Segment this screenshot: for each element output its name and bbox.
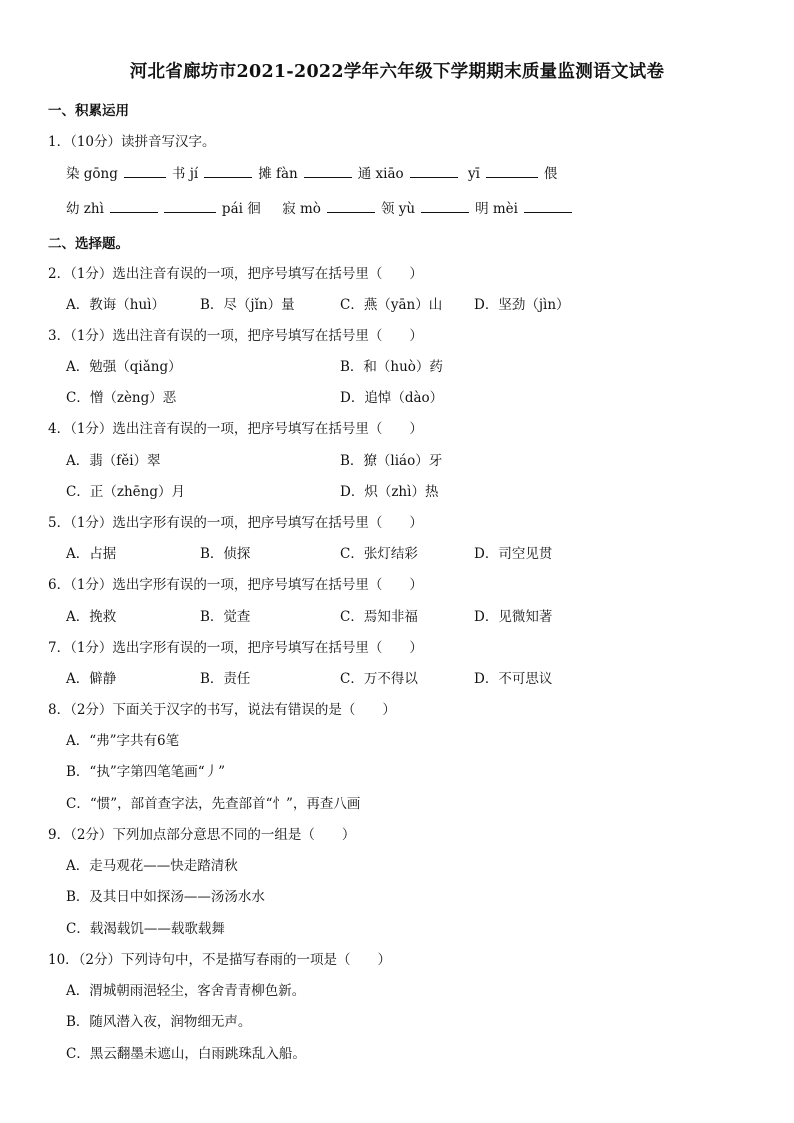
question-1-stem: 1．（10分）读拼音写汉字。 — [48, 134, 216, 150]
option-c[interactable]: C．张灯结彩 — [340, 546, 418, 562]
answer-blank[interactable] — [486, 164, 538, 178]
pinyin-item: 幼 zhì — [66, 201, 104, 217]
option-b[interactable]: B．责任 — [200, 671, 251, 687]
option-b[interactable]: B．“执”字第四笔笔画“丿” — [66, 764, 226, 780]
pinyin-item: yī — [467, 166, 480, 182]
pinyin-item: 领 yù — [380, 201, 416, 217]
option-c[interactable]: C．黑云翻墨未遮山，白雨跳珠乱入船。 — [66, 1046, 306, 1062]
question-2-stem: 2．（1分）选出注音有误的一项，把序号填写在括号里（ ） — [48, 266, 423, 282]
pinyin-item: 书 jí — [171, 166, 199, 182]
pinyin-item: 通 xiāo — [357, 166, 404, 182]
question-8-stem: 8．（2分）下面关于汉字的书写，说法有错误的是（ ） — [48, 702, 396, 718]
pinyin-item: 明 mèi — [475, 201, 518, 217]
answer-blank[interactable] — [524, 199, 572, 213]
option-c[interactable]: C．燕（yān）山 — [340, 297, 443, 313]
option-c[interactable]: C．万不得以 — [340, 671, 418, 687]
option-b[interactable]: B．随风潜入夜，润物细无声。 — [66, 1014, 252, 1030]
section-heading-1: 一、积累运用 — [48, 103, 129, 119]
option-b[interactable]: B．尽（jǐn）量 — [200, 297, 295, 313]
option-c[interactable]: C．正（zhēng）月 — [66, 484, 185, 500]
answer-blank[interactable] — [410, 164, 458, 178]
page-title: 河北省廊坊市2021-2022学年六年级下学期期末质量监测语文试卷 — [129, 62, 665, 82]
answer-blank[interactable] — [110, 199, 158, 213]
question-10-stem: 10．（2分）下列诗句中，不是描写春雨的一项是（ ） — [48, 952, 392, 968]
option-a[interactable]: A．勉强（qiǎng） — [66, 359, 182, 375]
option-d[interactable]: D．追悼（dào） — [340, 390, 444, 406]
option-c[interactable]: C．憎（zèng）恶 — [66, 390, 177, 406]
answer-blank[interactable] — [304, 164, 352, 178]
option-a[interactable]: A．僻静 — [66, 671, 117, 687]
question-6-stem: 6．（1分）选出字形有误的一项，把序号填写在括号里（ ） — [48, 577, 423, 593]
option-a[interactable]: A．挽救 — [66, 609, 117, 625]
pinyin-row-1 — [66, 162, 557, 182]
answer-blank[interactable] — [164, 199, 216, 213]
option-d[interactable]: D．不可思议 — [474, 671, 553, 687]
pinyin-item: 染 gōng — [66, 166, 118, 182]
option-c[interactable]: C．载渴载饥——载歌载舞 — [66, 921, 225, 937]
option-a[interactable]: A．教诲（huì） — [66, 297, 165, 313]
option-b[interactable]: B．獠（liáo）牙 — [340, 453, 443, 469]
option-a[interactable]: A．走马观花——快走踏清秋 — [66, 858, 238, 874]
question-5-stem: 5．（1分）选出字形有误的一项，把序号填写在括号里（ ） — [48, 515, 423, 531]
option-d[interactable]: D．司空见贯 — [474, 546, 553, 562]
question-7-stem: 7．（1分）选出字形有误的一项，把序号填写在括号里（ ） — [48, 640, 423, 656]
answer-blank[interactable] — [124, 164, 166, 178]
answer-blank[interactable] — [421, 199, 469, 213]
option-a[interactable]: A．占据 — [66, 546, 117, 562]
option-b[interactable]: B．及其日中如探汤——汤汤水水 — [66, 889, 265, 905]
pinyin-row-2 — [66, 197, 578, 217]
option-c[interactable]: C．“惯”，部首查字法，先查部首“忄”，再查八画 — [66, 796, 361, 812]
option-d[interactable]: D．坚劲（jìn） — [474, 297, 570, 313]
option-c[interactable]: C．焉知非福 — [340, 609, 418, 625]
pinyin-item: 摊 fàn — [258, 166, 298, 182]
answer-blank[interactable] — [204, 164, 252, 178]
pinyin-item: 寂 mò — [282, 201, 321, 217]
pinyin-item: 偎 — [543, 166, 558, 182]
question-4-stem: 4．（1分）选出注音有误的一项，把序号填写在括号里（ ） — [48, 421, 423, 437]
section-heading-2: 二、选择题。 — [48, 236, 129, 252]
pinyin-item: pái 徊 — [221, 201, 261, 217]
option-d[interactable]: D．见微知著 — [474, 609, 553, 625]
option-a[interactable]: A．渭城朝雨浥轻尘，客舍青青柳色新。 — [66, 983, 306, 999]
option-a[interactable]: A．翡（fěi）翠 — [66, 453, 161, 469]
answer-blank[interactable] — [327, 199, 375, 213]
question-3-stem: 3．（1分）选出注音有误的一项，把序号填写在括号里（ ） — [48, 328, 423, 344]
question-9-stem: 9．（2分）下列加点部分意思不同的一组是（ ） — [48, 827, 356, 843]
option-b[interactable]: B．觉查 — [200, 609, 251, 625]
option-b[interactable]: B．和（huò）药 — [340, 359, 443, 375]
option-a[interactable]: A．“弗”字共有6笔 — [66, 733, 180, 749]
option-d[interactable]: D．炽（zhì）热 — [340, 484, 439, 500]
option-b[interactable]: B．侦探 — [200, 546, 251, 562]
